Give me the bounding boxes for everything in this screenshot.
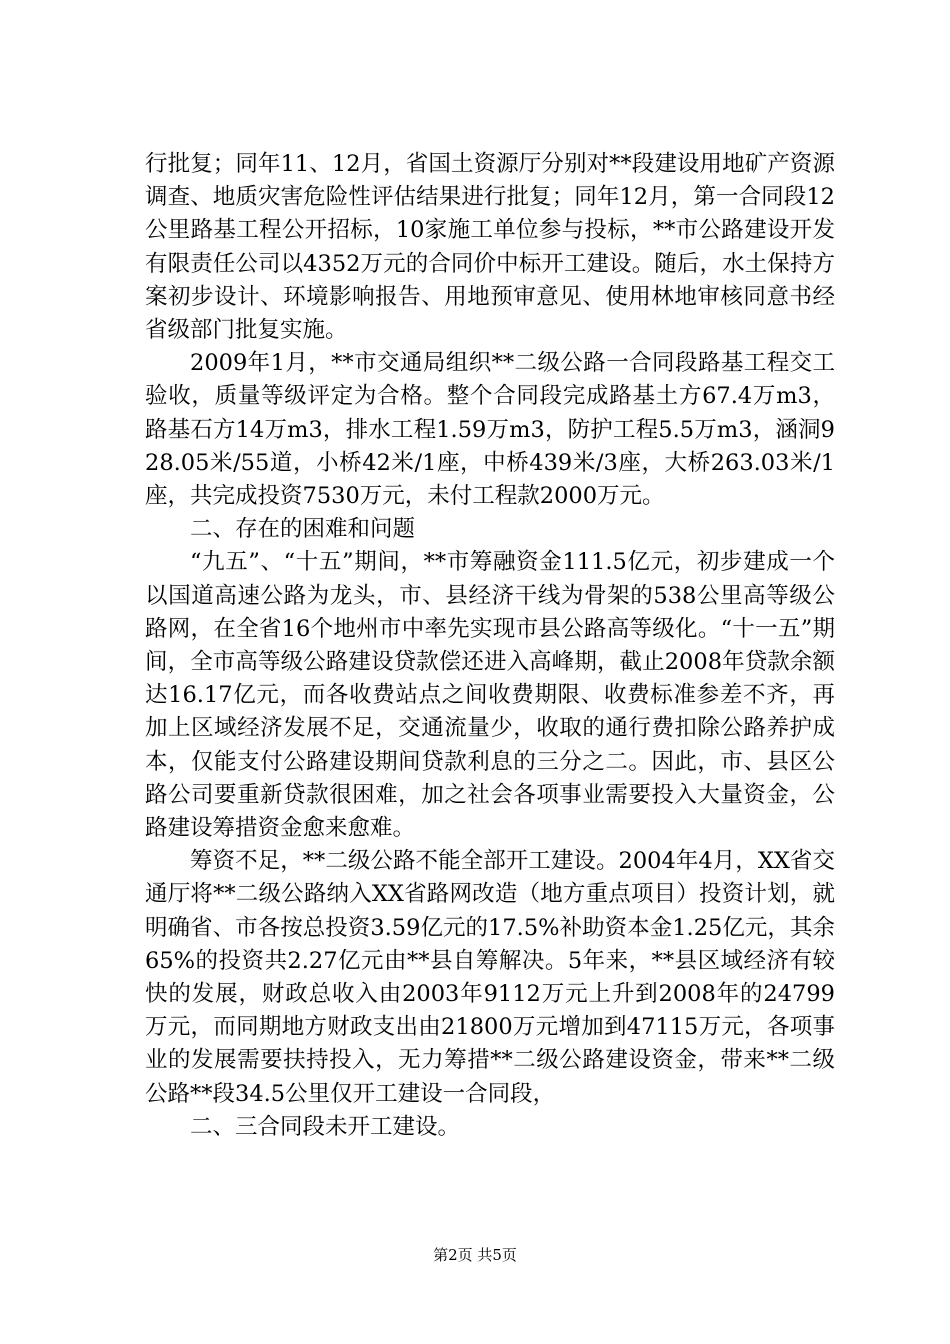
section-heading-difficulties: 二、存在的困难和问题 — [190, 516, 416, 543]
paragraph-approval-continuation: 行批复；同年11、12月，省国土资源厅分别对**段建设用地矿产资源调查、地质灾害危险性评估结果进行批复；同年12月，第一合同段12公里路基工程公开招标，10家施工单位参与投标，**市公路建设开发有限责任公司以4352万元的合同价中标开工建设。随后，水土保持方案初步设计、环境影响报告、用地预审意见、使用林地审核同意书经省级部门批复实施。 — [145, 151, 835, 344]
paragraph-funding-shortfall: 筹资不足，**二级公路不能全部开工建设。2004年4月，XX省交通厅将**二级公路纳入XX省路网改造（地方重点项目）投资计划，就明确省、市各按总投资3.59亿元的17.5%补助资本金1.25亿元，其余65%的投资共2.27亿元由**县自筹解决。5年来，**县区域经济有较快的发展，财政总收入由2003年9112万元上升到2008年的24799万元，而同期地方财政支出由21800万元增加到47115万元，各项事业的发展需要扶持投入，无力筹措**二级公路建设资金，带来**二级公路**段34.5公里仅开工建设一合同段， — [145, 848, 835, 1107]
document-body — [145, 148, 835, 1144]
paragraph-financing-background: “九五”、“十五”期间，**市筹融资金111.5亿元，初步建成一个以国道高速公路为龙头，市、县经济干线为骨架的538公里高等级公路网，在全省16个地州市中率先实现市县公路高等级化。“十一五”期间，全市高等级公路建设贷款偿还进入高峰期，截止2008年贷款余额达16.17亿元，而各收费站点之间收费期限、收费标准参差不齐，再加上区域经济发展不足，交通流量少，收取的通行费扣除公路养护成本，仅能支付公路建设期间贷款利息的三分之二。因此，市、县区公路公司要重新贷款很困难，加之社会各项事业需要投入大量资金，公路建设筹措资金愈来愈难。 — [145, 549, 835, 842]
page-number-footer: 第2页 共5页 — [433, 1246, 517, 1264]
paragraph-acceptance-2009: 2009年1月，**市交通局组织**二级公路一合同段路基工程交工验收，质量等级评定为合格。整个合同段完成路基土方67.4万m3，路基石方14万m3，排水工程1.59万m3，防护工程5.5万m3，涵洞928.05米/55道，小桥42米/1座，中桥439米/3座，大桥263.03米/1座，共完成投资7530万元，未付工程款2000万元。 — [145, 350, 835, 510]
paragraph-unstarted-sections: 二、三合同段未开工建设。 — [190, 1113, 461, 1140]
